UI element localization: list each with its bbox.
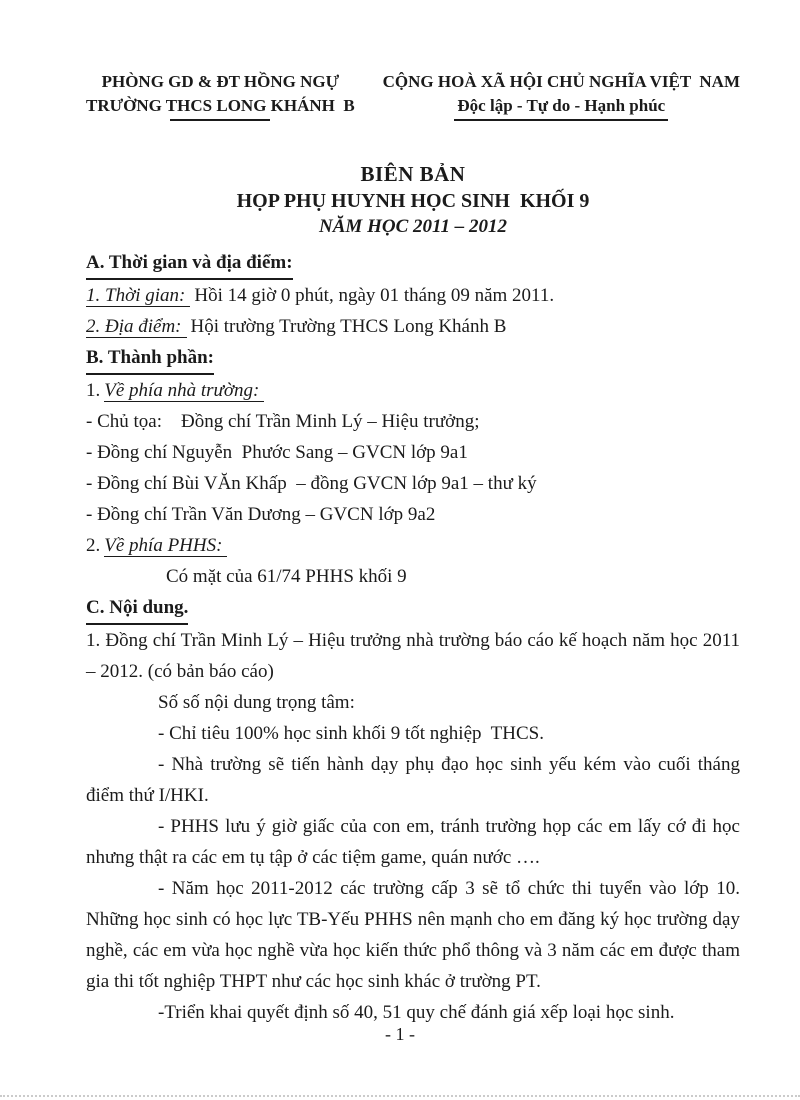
bullet-item: -Triển khai quyết định số 40, 51 quy chế đánh giá xếp loại học sinh. [158, 1002, 675, 1023]
report-paragraph: 1. Đồng chí Trần Minh Lý – Hiệu trưởng nhà trường báo cáo kế hoạch năm học 2011 – 2012. (có bản báo cáo) [86, 630, 740, 682]
document-subtitle: HỌP PHỤ HUYNH HỌC SINH KHỐI 9 [236, 190, 590, 212]
place-label: 2. Địa điểm: [86, 316, 187, 338]
national-motto [383, 94, 740, 121]
key-content-intro: Số số nội dung trọng tâm: [158, 692, 355, 713]
section-c-heading [86, 592, 740, 625]
sub1-label: Về phía nhà trường: [104, 380, 264, 402]
time-value: Hồi 14 giờ 0 phút, ngày 01 tháng 09 năm 2011. [194, 285, 555, 306]
bullet-item: - Năm học 2011-2012 các trường cấp 3 sẽ tổ chức thi tuyển vào lớp 10. Những học sinh có học lực TB-Yếu PHHS nên mạnh cho em đăng ký học trường dạy nghề, các em vừa học nghề vừa học kiến thức phổ thông và 3 năm các em được tham gia thi tốt nghiệp THPT như các học sinh khác ở trường PT. [86, 878, 740, 992]
time-label: 1. Thời gian: [86, 285, 190, 307]
school-name: TRƯỜNG THCS LONG KHÁNH B [86, 96, 355, 115]
sub1-number: 1. [86, 380, 101, 401]
national-motto-text: Độc lập - Tự do - Hạnh phúc [454, 94, 668, 121]
attendance-line: Có mặt của 61/74 PHHS khối 9 [166, 566, 407, 587]
page-separator-dotted-line [0, 1095, 800, 1097]
sub2-number: 2. [86, 535, 101, 556]
member-line: - Chủ tọa: Đồng chí Trần Minh Lý – Hiệu trưởng; [86, 411, 480, 432]
section-b-heading [86, 342, 740, 375]
bullet-item: - Nhà trường sẽ tiến hành dạy phụ đạo học sinh yếu kém vào cuối tháng điểm thứ I/HKI. [86, 754, 740, 806]
member-line: - Đồng chí Bùi VĂn Khấp – đồng GVCN lớp 9a1 – thư ký [86, 473, 537, 494]
bullet-item: - Chỉ tiêu 100% học sinh khối 9 tốt nghiệp THCS. [158, 723, 544, 744]
section-c-heading-text: C. Nội dung. [86, 592, 188, 625]
document-header [86, 70, 740, 121]
section-b-sub1 [86, 375, 740, 406]
national-title: CỘNG HOÀ XÃ HỘI CHỦ NGHĨA VIỆT NAM [382, 72, 740, 91]
sub2-label: Về phía PHHS: [104, 535, 227, 557]
bullet-item: - PHHS lưu ý giờ giấc của con em, tránh trường họp các em lấy cớ đi học nhưng thật ra các em tụ tập ở các tiệm game, quán nước …. [86, 816, 740, 868]
header-right-block [383, 70, 740, 121]
member-line: - Đồng chí Nguyễn Phước Sang – GVCN lớp 9a1 [86, 442, 468, 463]
header-left-block [86, 70, 355, 121]
school-year: NĂM HỌC 2011 – 2012 [319, 216, 507, 237]
section-a-item-time [86, 280, 740, 311]
section-a-item-place [86, 311, 740, 342]
page-number: - 1 - [385, 1024, 415, 1044]
section-a-heading [86, 247, 740, 280]
school-name-underline [170, 119, 270, 121]
document-title-block [86, 161, 740, 239]
member-line: - Đồng chí Trần Văn Dương – GVCN lớp 9a2 [86, 504, 436, 525]
document-body [86, 247, 740, 1028]
document-title: BIÊN BẢN [360, 162, 466, 186]
section-a-heading-text: A. Thời gian và địa điểm: [86, 247, 293, 280]
section-b-heading-text: B. Thành phần: [86, 342, 214, 375]
section-b-sub2 [86, 530, 740, 561]
department-name: PHÒNG GD & ĐT HỒNG NGỰ [101, 72, 340, 91]
place-value: Hội trường Trường THCS Long Khánh B [190, 316, 507, 337]
